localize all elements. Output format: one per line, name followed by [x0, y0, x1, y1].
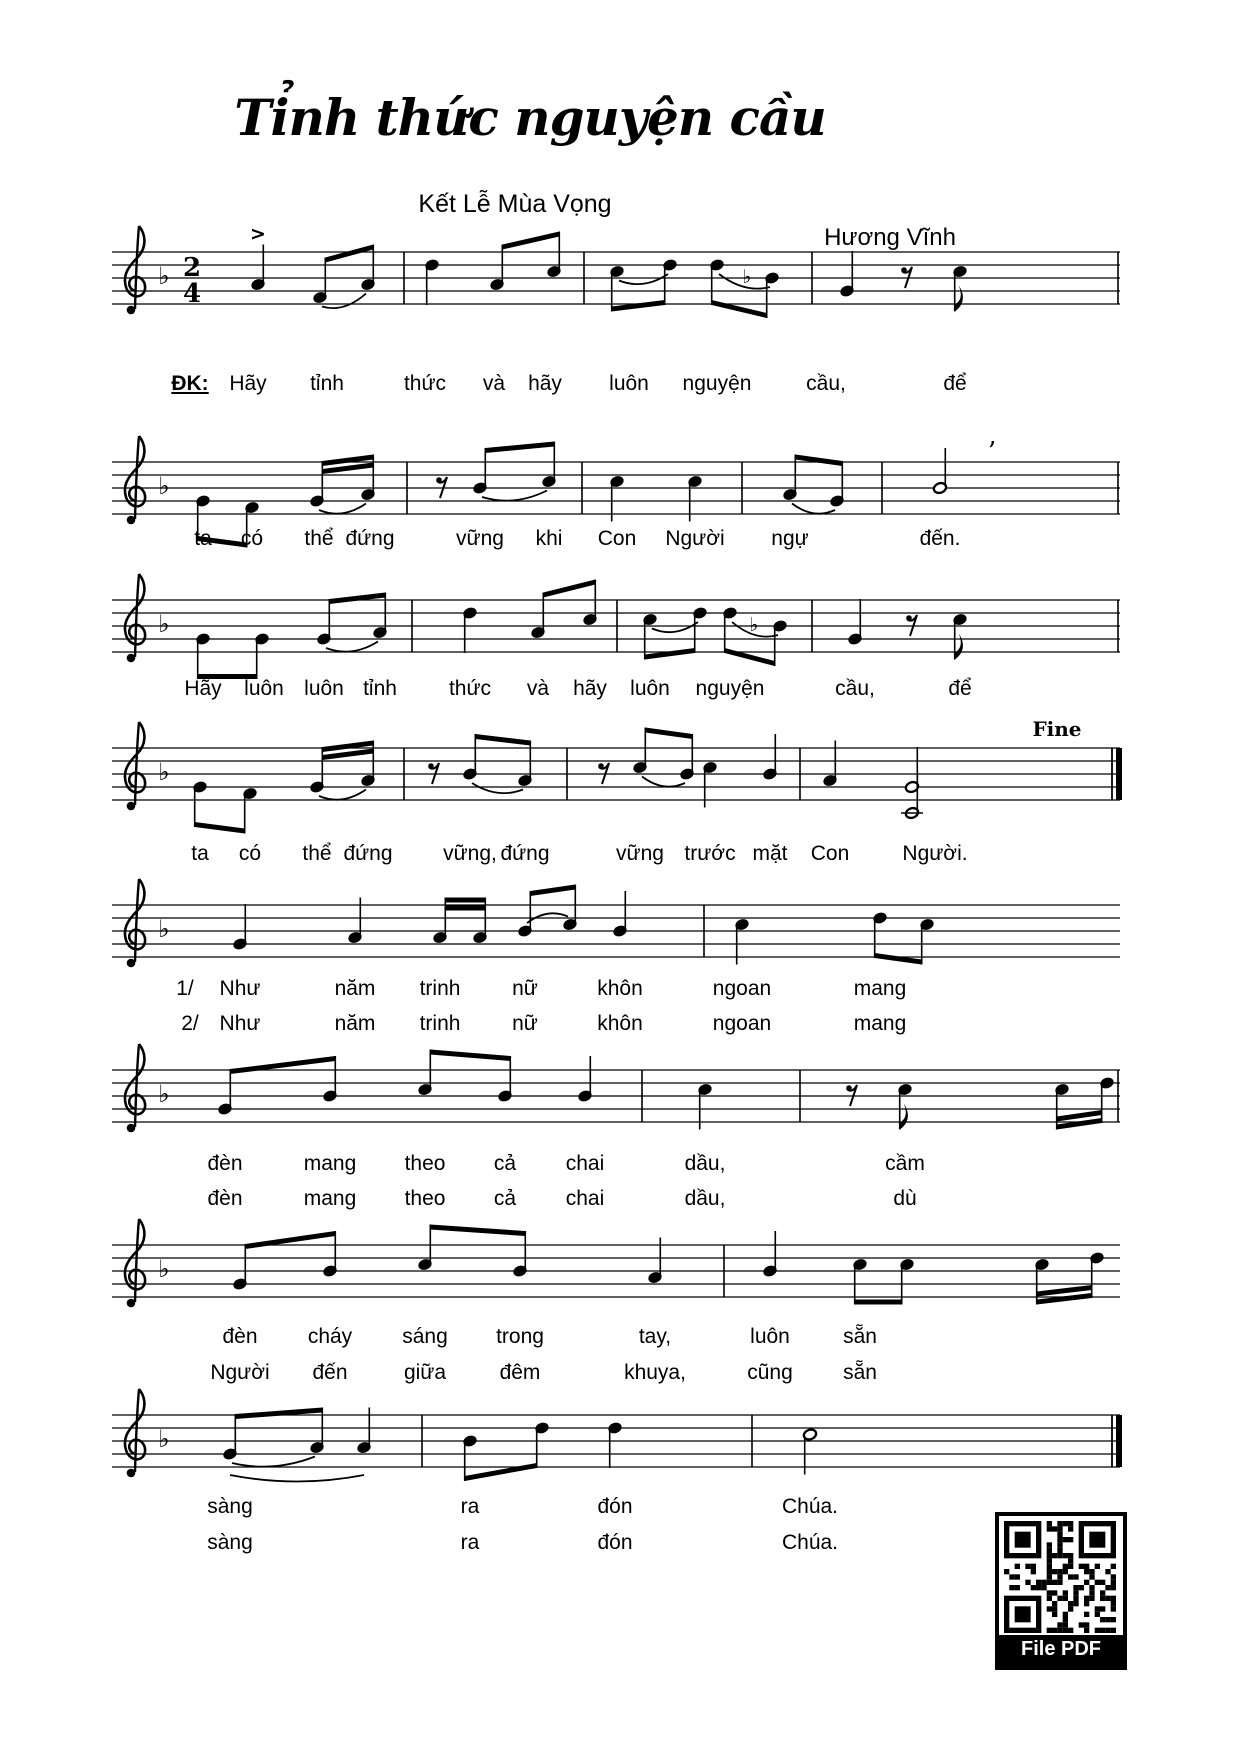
beamed-notes	[222, 1408, 324, 1467]
beamed-notes	[462, 734, 532, 793]
lyric-word: Chúa.	[781, 1495, 839, 1518]
quarter-note	[847, 599, 862, 646]
lyric-word: luôn	[630, 677, 670, 700]
lyric-word: đèn	[207, 1187, 243, 1210]
lyric-word: nữ	[512, 1012, 538, 1035]
lyric-word: Người.	[902, 842, 968, 865]
lyric-line	[112, 1187, 1172, 1217]
lyric-word: ra	[460, 1531, 480, 1554]
lyric-word: tỉnh	[310, 372, 344, 395]
svg-text:Fine: Fine	[1032, 717, 1082, 741]
lyric-word: nguyện	[695, 677, 765, 700]
lyric-word: trong	[496, 1325, 544, 1348]
quarter-note	[762, 734, 777, 781]
treble-clef-icon	[125, 1219, 145, 1307]
lyric-word: đứng	[343, 842, 393, 865]
lyric-word: năm	[334, 1012, 376, 1035]
flat-accidental	[743, 266, 752, 288]
lyric-word: theo	[404, 1152, 446, 1175]
quarter-note	[232, 904, 247, 951]
svg-text:♭: ♭	[742, 266, 752, 288]
lyric-word: và	[482, 372, 506, 395]
qr-pdf-label: File PDF	[999, 1635, 1123, 1666]
lyric-word: đón	[597, 1531, 633, 1554]
beamed-notes	[517, 885, 577, 938]
key-flat-icon: ♭	[158, 610, 170, 638]
accent-mark	[250, 223, 266, 245]
key-flat-icon: ♭	[158, 1425, 170, 1453]
key-flat-icon: ♭	[158, 472, 170, 500]
lyric-word: 2/	[181, 1012, 199, 1035]
staff-system	[112, 708, 1172, 838]
lyric-word: sẵn	[843, 1325, 877, 1348]
lyric-word: cầm	[885, 1152, 925, 1175]
lyric-word: cháy	[307, 1325, 353, 1348]
beamed-notes	[530, 580, 597, 640]
lyric-word: luôn	[244, 677, 284, 700]
lyric-word: tỉnh	[363, 677, 397, 700]
lyric-word: 1/	[176, 977, 194, 1000]
lyric-word: thể	[302, 842, 332, 865]
flat-accidental	[750, 614, 759, 636]
svg-text:’: ’	[987, 437, 997, 467]
lyric-word: cả	[493, 1152, 517, 1175]
qr-code-box	[995, 1512, 1127, 1670]
quarter-note	[424, 258, 439, 305]
song-title: Tỉnh thức nguyện cầu	[234, 88, 826, 147]
beamed-notes	[489, 232, 561, 292]
lyric-word: thể	[304, 527, 334, 550]
quarter-note	[607, 1421, 622, 1468]
lyric-label: ĐK:	[171, 372, 209, 395]
lyric-word: Chúa.	[781, 1531, 839, 1554]
lyric-word: hãy	[573, 677, 607, 700]
treble-clef-icon	[125, 879, 145, 967]
svg-text:♭: ♭	[749, 614, 759, 636]
lyric-word: và	[526, 677, 550, 700]
lyric-word: ngoan	[712, 1012, 772, 1035]
beamed-notes	[192, 780, 257, 833]
lyric-word: Con	[810, 842, 850, 865]
lyric-word: nữ	[512, 977, 538, 1000]
beamed-notes	[462, 1421, 549, 1481]
lyric-word: có	[240, 527, 264, 550]
lyric-word: luôn	[750, 1325, 790, 1348]
lyric-line	[112, 372, 1172, 402]
svg-text:>: >	[250, 223, 266, 245]
lyric-word: mặt	[752, 842, 788, 865]
lyric-word: Như	[219, 1012, 261, 1035]
lyric-line	[112, 1012, 1172, 1042]
quarter-note	[462, 606, 477, 653]
staff-system	[112, 1030, 1172, 1160]
svg-text:4: 4	[182, 279, 202, 309]
quarter-note	[839, 251, 854, 298]
beamed-notes	[309, 741, 375, 800]
lyric-word: đứng	[345, 527, 395, 550]
lyric-word: luôn	[304, 677, 344, 700]
staff-system	[112, 1375, 1172, 1505]
lyric-word: vững,	[443, 842, 497, 865]
lyric-word: mang	[303, 1187, 357, 1210]
lyric-word: dầu,	[684, 1187, 726, 1210]
beamed-notes	[217, 1056, 337, 1116]
beamed-notes	[632, 728, 694, 787]
lyric-word: sẵn	[843, 1361, 877, 1384]
lyric-word: mang	[853, 1012, 907, 1035]
qr-code	[999, 1516, 1123, 1635]
lyric-word: cầu,	[806, 372, 846, 395]
lyric-line	[112, 977, 1172, 1007]
beamed-notes	[312, 245, 375, 309]
lyric-word: trinh	[419, 977, 461, 1000]
beamed-notes	[472, 442, 556, 501]
lyric-word: đến	[312, 1361, 348, 1384]
beamed-notes	[316, 593, 387, 652]
half-note	[932, 448, 947, 495]
lyric-word: khuya,	[624, 1361, 686, 1384]
key-flat-icon: ♭	[158, 1255, 170, 1283]
lyric-word: cả	[493, 1187, 517, 1210]
staff-system	[112, 212, 1172, 342]
lyric-word: giữa	[403, 1361, 447, 1384]
lyric-word: sáng	[402, 1325, 448, 1348]
lyric-line	[112, 1325, 1172, 1355]
lyric-word: năm	[334, 977, 376, 1000]
lyric-word: khi	[535, 527, 563, 550]
lyric-word: sàng	[207, 1531, 253, 1554]
beamed-notes	[417, 1050, 512, 1103]
quarter-note	[612, 891, 627, 938]
lyric-word: thức	[403, 372, 447, 395]
lyric-word: đêm	[499, 1361, 541, 1384]
lyric-word: chai	[565, 1152, 605, 1175]
lyric-word: Như	[219, 977, 261, 1000]
lyric-word: cũng	[747, 1361, 793, 1384]
staff-system	[112, 560, 1172, 690]
key-flat-icon: ♭	[158, 1080, 170, 1108]
staff-system	[112, 865, 1172, 995]
lyric-word: khôn	[597, 977, 643, 1000]
quarter-note	[762, 1231, 777, 1278]
lyric-word: dù	[893, 1187, 917, 1210]
beamed-notes	[232, 1231, 337, 1291]
lyric-word: ra	[460, 1495, 480, 1518]
lyric-word: trước	[684, 842, 736, 865]
beamed-notes	[309, 455, 375, 514]
lyric-word: đứng	[500, 842, 550, 865]
treble-clef-icon	[125, 436, 145, 524]
lyric-word: ta	[194, 527, 212, 550]
slur	[230, 1475, 364, 1482]
lyric-word: Hãy	[184, 677, 222, 700]
lyric-word: vững	[616, 842, 664, 865]
staff-system	[112, 1205, 1172, 1335]
key-flat-icon: ♭	[158, 262, 170, 290]
treble-clef-icon	[125, 1389, 145, 1477]
lyric-word: ta	[191, 842, 209, 865]
lyric-word: dầu,	[684, 1152, 726, 1175]
treble-clef-icon	[125, 574, 145, 662]
lyric-word: mang	[853, 977, 907, 1000]
lyric-word: sàng	[207, 1495, 253, 1518]
lyric-word: Người	[210, 1361, 270, 1384]
lyric-word: chai	[565, 1187, 605, 1210]
lyric-word: Người	[665, 527, 725, 550]
treble-clef-icon	[125, 1044, 145, 1132]
lyric-line	[112, 527, 1172, 557]
lyric-word: thức	[448, 677, 492, 700]
lyric-word: để	[948, 677, 972, 700]
lyric-word: vững	[456, 527, 504, 550]
lyric-word: cầu,	[835, 677, 875, 700]
lyric-word: Con	[597, 527, 637, 550]
svg-text:2: 2	[182, 253, 202, 283]
key-flat-icon: ♭	[158, 915, 170, 943]
key-flat-icon: ♭	[158, 758, 170, 786]
lyric-word: trinh	[419, 1012, 461, 1035]
breath-mark	[988, 437, 996, 467]
lyric-word: hãy	[528, 372, 562, 395]
lyric-word: đèn	[207, 1152, 243, 1175]
lyric-word: nguyện	[682, 372, 752, 395]
lyric-word: Hãy	[229, 372, 267, 395]
lyric-word: ngoan	[712, 977, 772, 1000]
lyric-line	[112, 842, 1172, 872]
lyric-word: đón	[597, 1495, 633, 1518]
lyric-word: luôn	[609, 372, 649, 395]
lyric-word: đèn	[222, 1325, 258, 1348]
lyric-word: ngự	[771, 527, 809, 550]
lyric-word: theo	[404, 1187, 446, 1210]
lyric-word: mang	[303, 1152, 357, 1175]
composer-name: Hương Vĩnh	[824, 224, 956, 251]
treble-clef-icon	[125, 722, 145, 810]
lyric-word: đến.	[919, 527, 961, 550]
lyric-word: có	[238, 842, 262, 865]
lyric-line	[112, 1152, 1172, 1182]
beamed-notes	[417, 1225, 527, 1278]
lyric-line	[112, 677, 1172, 707]
half-note	[901, 773, 923, 820]
beamed-notes	[782, 455, 844, 514]
lyric-line	[112, 1361, 1172, 1391]
lyric-word: tay,	[638, 1325, 672, 1348]
lyric-word: để	[943, 372, 967, 395]
quarter-note	[577, 1056, 592, 1103]
lyric-word: khôn	[597, 1012, 643, 1035]
fine-marking	[1032, 717, 1081, 741]
song-subtitle: Kết Lễ Mùa Vọng	[418, 190, 612, 218]
treble-clef-icon	[125, 226, 145, 314]
